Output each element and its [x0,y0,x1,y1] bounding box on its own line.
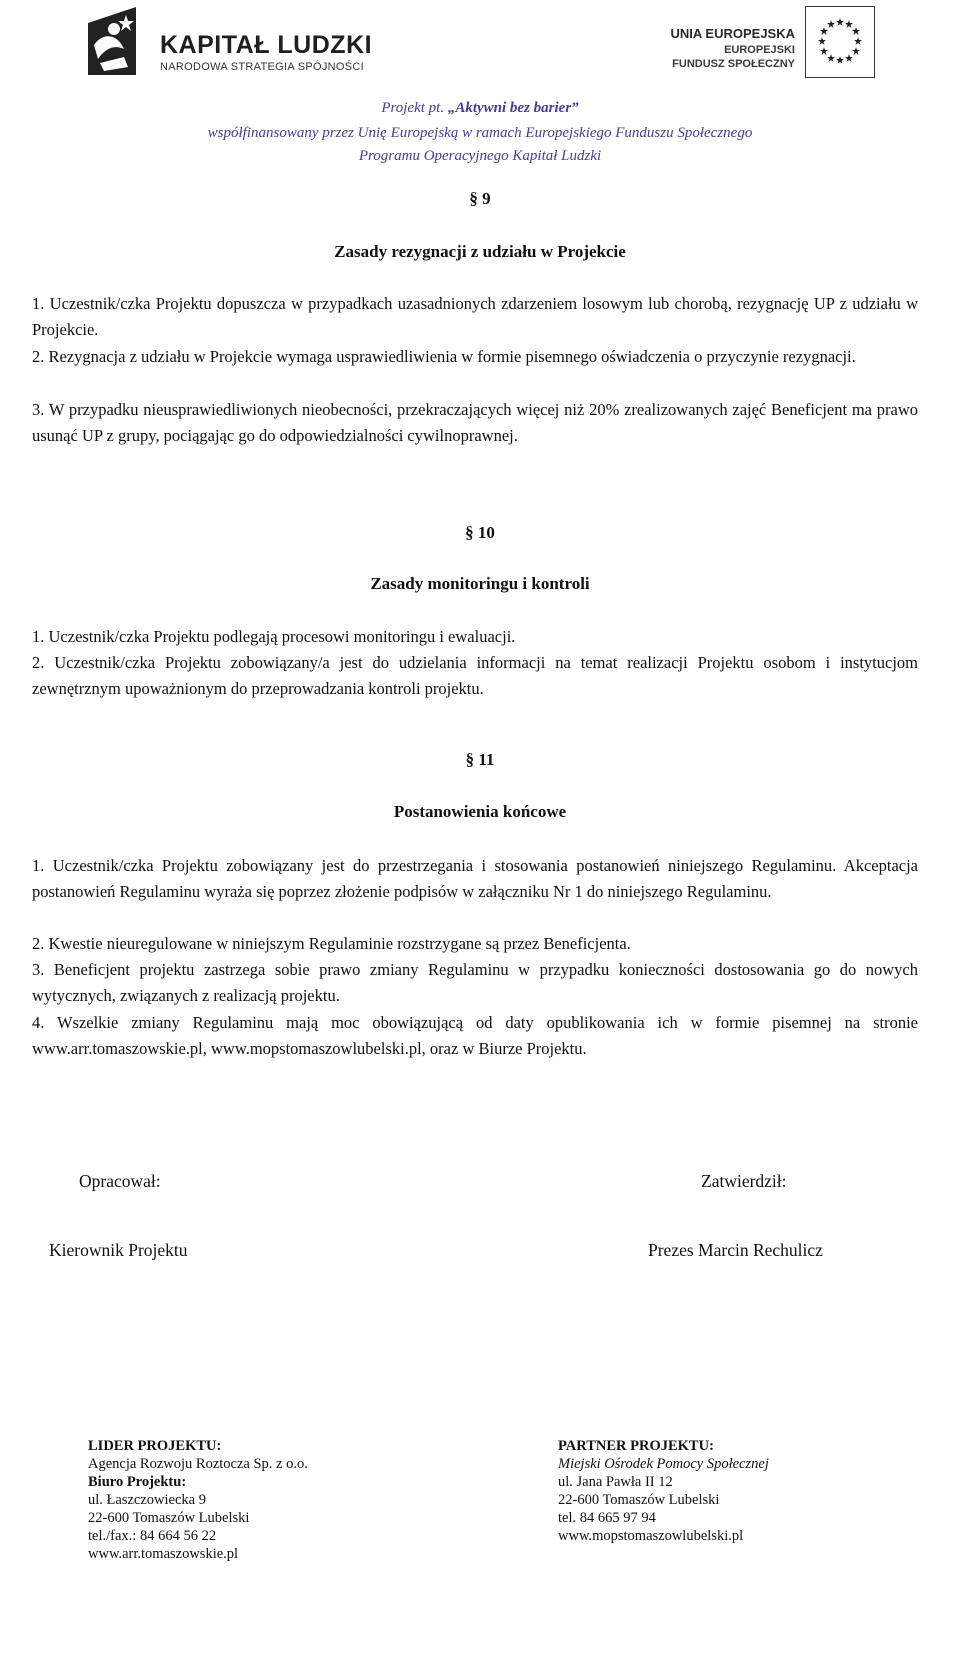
section-number: § 10 [465,523,495,542]
footer-right-city: 22-600 Tomaszów Lubelski [558,1492,720,1508]
header-line2: współfinansowany przez Unię Europejską w ramach Europejskiego Funduszu Społecznego [207,125,753,141]
eu-logo-line1: UNIA EUROPEJSKA [670,26,795,41]
section-title: Zasady rezygnacji z udziału w Projekcie [334,242,626,261]
footer-right-www: www.mopstomaszowlubelski.pl [558,1528,744,1544]
header-line3: Programu Operacyjnego Kapitał Ludzki [358,148,602,164]
kapital-ludzki-title: KAPITAŁ LUDZKI [160,31,373,59]
header-prefix: Projekt pt. [381,100,448,116]
signature-left-label: Opracował: [79,1171,161,1191]
footer-right [558,1437,769,1545]
section-number: § 11 [465,750,495,769]
header-line1 [0,100,960,117]
list-item: 1. Uczestnik/czka Projektu zobowiązany jest do przestrzegania i stosowania postanowień niniejszego Regulaminu. Akceptacja postanowień Regulaminu wyraża się poprzez złożenie podpisów w załączniku Nr 1 do niniejszego Regulaminu. [32,856,918,901]
list-item: 3. Beneficjent projektu zastrzega sobie prawo zmiany Regulaminu w przypadku konieczności dostosowania go do nowych wytycznych, związanych z realizacją projektu. [32,960,918,1005]
footer-left-phone: tel./fax.: 84 664 56 22 [88,1528,217,1544]
footer-left-heading: LIDER PROJEKTU: [88,1438,222,1454]
footer-right-phone: tel. 84 665 97 94 [558,1510,656,1526]
footer-right-org: Miejski Ośrodek Pomocy Społecznej [558,1456,769,1472]
footer-right-street: ul. Jana Pawła II 12 [558,1474,673,1490]
footer-left-org: Agencja Rozwoju Roztocza Sp. z o.o. [88,1456,308,1472]
project-title: „Aktywni bez barier” [447,100,579,116]
section-title: Zasady monitoringu i kontroli [370,574,590,593]
footer-left [88,1437,308,1563]
list-item: 1. Uczestnik/czka Projektu dopuszcza w przypadkach uzasadnionych zdarzeniem losowym lub chorobą, rezygnację UP z udziału w Projekcie. [32,294,918,339]
list-item: 1. Uczestnik/czka Projektu podlegają procesowi monitoringu i ewaluacji. [32,627,516,646]
kapital-ludzki-logo [84,5,374,81]
signature-right-label: Zatwierdził: [701,1171,787,1191]
kapital-ludzki-emblem-icon [84,5,152,81]
footer-right-heading: PARTNER PROJEKTU: [558,1438,714,1454]
footer-left-city: 22-600 Tomaszów Lubelski [88,1510,250,1526]
list-item: 2. Kwestie nieuregulowane w niniejszym Regulaminie rozstrzygane są przez Beneficjenta. [32,934,631,953]
footer-left-office-label: Biuro Projektu: [88,1474,187,1490]
list-item: 2. Uczestnik/czka Projektu zobowiązany/a jest do udzielania informacji na temat realizacji Projektu osobom i instytucjom zewnętrznym upoważnionym do przeprowadzania kontroli projektu. [32,653,918,698]
eu-logo-line3: FUNDUSZ SPOŁECZNY [672,58,795,70]
section-number: § 9 [469,189,491,208]
eu-logo [645,6,875,78]
list-item: 3. W przypadku nieusprawiedliwionych nieobecności, przekraczających więcej niż 20% zrealizowanych zajęć Beneficjent ma prawo usunąć UP z grupy, pociągając go do odpowiedzialności cywilnoprawnej. [32,400,918,445]
footer-left-street: ul. Łaszczowiecka 9 [88,1492,206,1508]
signature-right-name: Prezes Marcin Rechulicz [648,1240,823,1260]
eu-flag-icon [805,6,875,78]
signature-left-name: Kierownik Projektu [49,1240,188,1260]
eu-logo-line2: EUROPEJSKI [724,44,795,56]
list-item: 2. Rezygnacja z udziału w Projekcie wymaga usprawiedliwienia w formie pisemnego oświadczenia o przyczynie rezygnacji. [32,347,856,366]
kapital-ludzki-subtitle: NARODOWA STRATEGIA SPÓJNOŚCI [160,61,364,73]
section-title: Postanowienia końcowe [393,802,567,821]
footer-left-www: www.arr.tomaszowskie.pl [88,1546,239,1562]
list-item: 4. Wszelkie zmiany Regulaminu mają moc obowiązującą od daty opublikowania ich w formie pisemnej na stronie www.arr.tomaszowskie.pl, www.mopstomaszowlubelski.pl, oraz w Biurze Projektu. [32,1013,918,1058]
